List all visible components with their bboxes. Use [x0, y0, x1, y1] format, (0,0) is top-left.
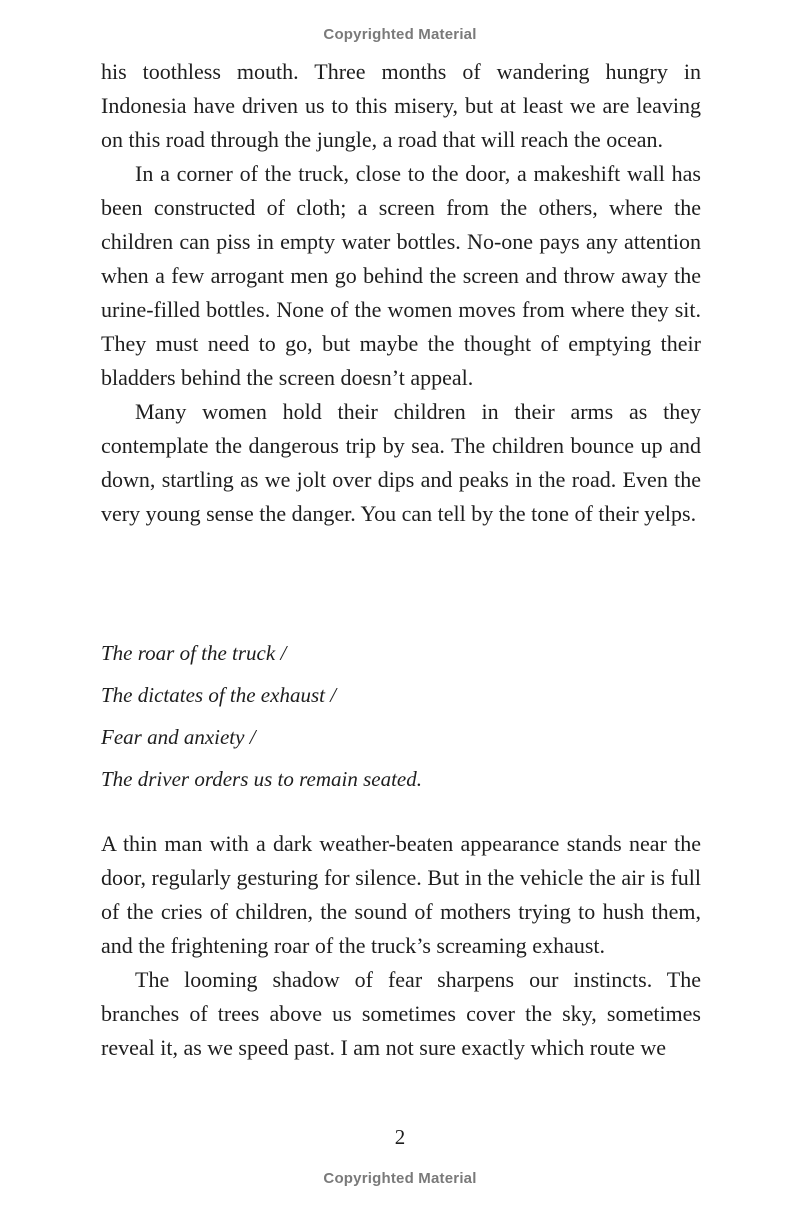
poem-line: Fear and anxiety / — [101, 725, 256, 749]
copyright-watermark-top: Copyrighted Material — [323, 26, 477, 43]
page-number: 2 — [394, 1125, 406, 1149]
prose-section-top — [101, 55, 701, 531]
copyright-watermark-bottom: Copyrighted Material — [323, 1170, 477, 1187]
paragraph: Many women hold their children in their arms as they contemplate the dangerous trip by sea. The children bounce up and down, startling as we jolt over dips and peaks in the road. Even the very young sense the danger. You can tell by the tone of their yelps. — [101, 399, 701, 526]
paragraph: The looming shadow of fear sharpens our instincts. The branches of trees above us sometimes cover the sky, sometimes reveal it, as we speed past. I am not sure exactly which route we — [101, 967, 701, 1060]
prose-section-bottom — [101, 827, 701, 1065]
poem-section — [101, 632, 701, 800]
poem-line: The dictates of the exhaust / — [101, 683, 337, 707]
paragraph: his toothless mouth. Three months of wandering hungry in Indonesia have driven us to this misery, but at least we are leaving on this road through the jungle, a road that will reach the ocean. — [101, 59, 701, 152]
poem-line: The roar of the truck / — [101, 641, 287, 665]
paragraph: A thin man with a dark weather-beaten appearance stands near the door, regularly gesturing for silence. But in the vehicle the air is full of the cries of children, the sound of mothers trying to hush them, and the frightening roar of the truck’s screaming exhaust. — [101, 831, 701, 958]
poem-line: The driver orders us to remain seated. — [101, 767, 422, 791]
paragraph: In a corner of the truck, close to the door, a makeshift wall has been constructed of cloth; a screen from the others, where the children can piss in empty water bottles. No-one pays any attention when a few arrogant men go behind the screen and throw away the urine-filled bottles. None of the women moves from where they sit. They must need to go, but maybe the thought of emptying their bladders behind the screen doesn’t appeal. — [101, 161, 701, 390]
